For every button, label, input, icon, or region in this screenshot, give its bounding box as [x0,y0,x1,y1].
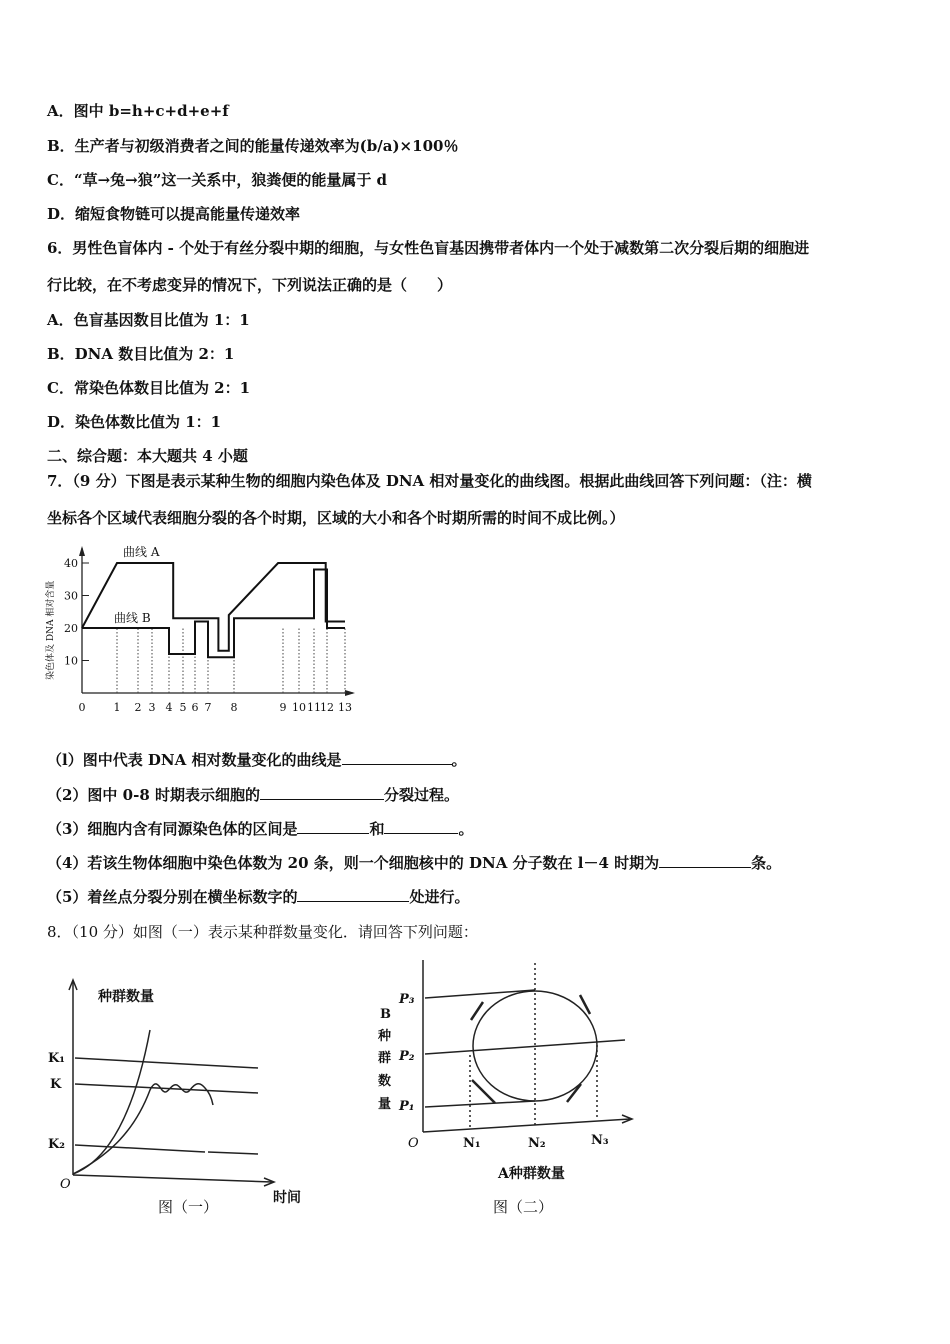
figure-1-population-growth [40,960,301,1220]
y-axis-label: 染色体及 DNA 相对含量 [46,580,56,680]
x-axis-label: A种群数量 [498,1166,565,1182]
q7-sub-5: （5）着丝点分裂分别在横坐标数字的 处进行。 [47,888,470,906]
x-tick-label: 12 [320,701,334,714]
k2-label: K₂ [48,1137,65,1152]
answer-blank[interactable] [659,853,751,868]
q7-stem-line2: 坐标各个区域代表细胞分裂的各个时期，区域的大小和各个时期所需的时间不成比例。） [47,509,625,527]
x-tick-label: 9 [279,701,287,714]
q6-option-d: D．染色体数比值为 1：1 [47,413,222,431]
x-axis-label: 时间 [273,1190,301,1206]
chromosome-dna-chart [40,540,360,720]
q5-option-a: A．图中 b=h+c+d+e+f [47,102,229,120]
x-tick-label: 0 [78,701,86,714]
x-axis [73,1175,272,1182]
answer-blank[interactable] [260,785,384,800]
figure-2-caption: 图（二） [493,1198,554,1216]
q6-option-b: B．DNA 数目比值为 2：1 [47,345,235,363]
q6-stem-line2: 行比较，在不考虑变异的情况下，下列说法正确的是（ ） [47,276,453,294]
k1-label: K₁ [48,1051,65,1066]
n3-label: N₃ [591,1133,609,1148]
y-label-4: 数 [378,1074,392,1089]
origin-label: O [408,1136,419,1151]
q6-option-a: A．色盲基因数目比值为 1：1 [47,311,250,329]
y-label-5: 量 [378,1097,392,1112]
x-tick-label: 1 [113,701,121,714]
x-tick-label: 11 [307,701,321,714]
q5-option-c: C．“草→兔→狼”这一关系中，狼粪便的能量属于 d [47,171,388,189]
answer-blank[interactable] [342,750,452,765]
q7-sub-4: （4）若该生物体细胞中染色体数为 20 条，则一个细胞核中的 DNA 分子数在 l－4 时期为 条。 [47,854,782,872]
q6-option-c: C．常染色体数目比值为 2：1 [47,379,251,397]
y-axis-label: 种群数量 [98,989,154,1005]
figure-1-caption: 图（一） [158,1198,219,1216]
x-tick-label: 10 [292,701,306,714]
p3-label: P₃ [399,992,415,1007]
y-axis-arrow [79,546,85,556]
p1-line [425,1101,535,1107]
origin-label: O [60,1177,71,1192]
answer-blank[interactable] [297,887,409,902]
series-label-a: 曲线 A [123,545,160,559]
q5-option-b: B．生产者与初级消费者之间的能量传递效率为(b/a)×100％ [47,137,459,155]
x-tick-label: 7 [204,701,212,714]
q7-sub-2: （2）图中 0-8 时期表示细胞的 分裂过程。 [47,786,459,804]
q8-stem: 8．（10 分）如图（一）表示某种群数量变化．请回答下列问题： [47,923,478,941]
series-label-b: 曲线 B [114,611,151,625]
p2-line [425,1040,625,1054]
curve-a [82,563,345,651]
answer-blank[interactable] [384,819,458,834]
section-title: 二、综合题：本大题共 4 小题 [47,447,248,465]
y-tick-label: 30 [64,589,78,603]
figure-2-predator-prey [370,955,650,1220]
y-tick-label: 40 [64,557,78,570]
n1-label: N₁ [463,1136,481,1151]
p1-label: P₁ [399,1099,415,1114]
q5-option-d: D．缩短食物链可以提高能量传递效率 [47,205,301,223]
y-label-3: 群 [378,1051,392,1066]
q7-sub-3: （3）细胞内含有同源染色体的区间是 和 。 [47,820,474,838]
x-tick-label: 2 [134,701,142,714]
y-tick-label: 10 [64,654,78,668]
p3-line [425,990,535,998]
x-tick-label: 6 [191,701,199,714]
x-tick-label: 4 [165,701,173,714]
answer-blank[interactable] [297,819,369,834]
q7-sub-1: （l）图中代表 DNA 相对数量变化的曲线是 。 [47,751,467,769]
k-label: K [50,1077,62,1092]
n-dashed-lines [470,963,597,1127]
y-tick-label: 20 [64,622,78,635]
p2-label: P₂ [399,1049,415,1064]
x-tick-label: 3 [148,701,156,714]
j-curve [73,1030,150,1174]
x-axis-arrow [345,690,355,696]
x-tick-label: 8 [230,701,238,714]
q7-stem-line1: 7．（9 分）下图是表示某种生物的细胞内染色体及 DNA 相对量变化的曲线图。根据此曲线回答下列问题：（注：横 [47,472,812,490]
k1-line [75,1058,258,1068]
y-label-1: B [380,1007,391,1022]
x-tick-label: 5 [179,701,187,714]
x-axis [423,1119,630,1132]
x-tick-label: 13 [338,701,352,714]
q6-stem-line1: 6．男性色盲体内 - 个处于有丝分裂中期的细胞，与女性色盲基因携带者体内一个处于减数第二次分裂后期的细胞进 [47,239,810,257]
y-label-2: 种 [378,1029,392,1044]
n2-label: N₂ [528,1136,546,1151]
